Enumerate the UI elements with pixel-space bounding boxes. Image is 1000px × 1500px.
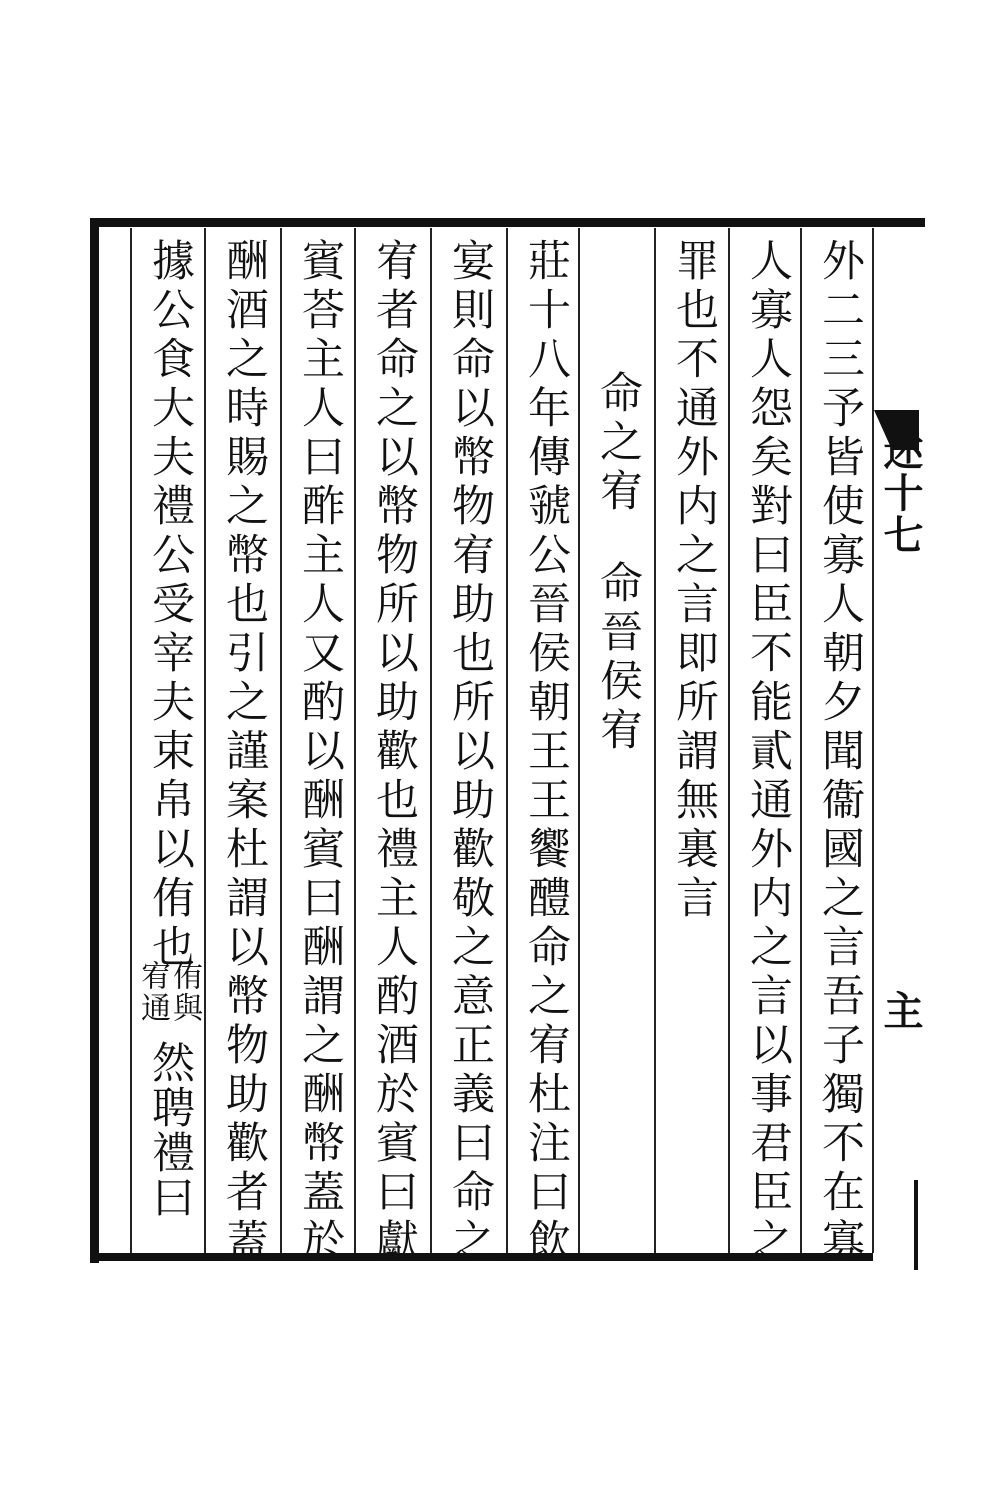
column-rule — [800, 228, 802, 1253]
frame-left-border — [90, 218, 99, 1263]
column-rule — [280, 228, 282, 1253]
text-column-10-tail: 然聘禮曰 — [145, 1040, 195, 1220]
text-column-5: 莊十八年傳虢公晉侯朝王王饗醴命之宥杜注曰飲 — [521, 238, 571, 1267]
frame-top-border — [95, 218, 925, 227]
text-column-8: 賓荅主人曰酢主人又酌以酬賓曰酬謂之酬幣蓋於 — [295, 238, 345, 1267]
column-rule — [204, 228, 206, 1253]
column-rule — [578, 228, 580, 1253]
text-column-1: 外二三予皆使寡人朝夕聞衞國之言吾子獨不在寡 — [815, 238, 865, 1267]
column-rule — [506, 228, 508, 1253]
interlinear-note-right: 侑與 — [167, 960, 202, 1024]
margin-folio: 主 — [877, 990, 924, 1030]
interlinear-note-left: 宥通 — [135, 960, 170, 1024]
text-column-7: 宥者命之以幣物所以助歡也禮主人酌酒於賓曰獻 — [369, 238, 419, 1267]
column-rule — [130, 228, 132, 1253]
text-column-4-sub: 命晉侯宥 — [593, 560, 643, 756]
column-rule — [728, 228, 730, 1253]
text-column-2: 人寡人怨矣對曰臣不能貳通外内之言以事君臣之 — [743, 238, 793, 1267]
frame-right-border — [914, 1180, 918, 1270]
column-rule — [430, 228, 432, 1253]
text-column-6: 宴則命以幣物宥助也所以助歡敬之意正義曰命之 — [445, 238, 495, 1267]
margin-title: 述十七 — [877, 430, 924, 556]
column-rule — [872, 228, 874, 1253]
text-column-10-main: 據公食大夫禮公受宰夫束帛以侑也 — [145, 238, 195, 973]
column-rule — [354, 228, 356, 1253]
text-column-9: 酬酒之時賜之幣也引之謹案杜謂以幣物助歡者蓋 — [219, 238, 269, 1267]
text-column-4-heading: 命之宥 — [593, 370, 643, 517]
text-column-3: 罪也不通外内之言即所謂無裏言 — [669, 238, 719, 924]
column-rule — [654, 228, 656, 1253]
